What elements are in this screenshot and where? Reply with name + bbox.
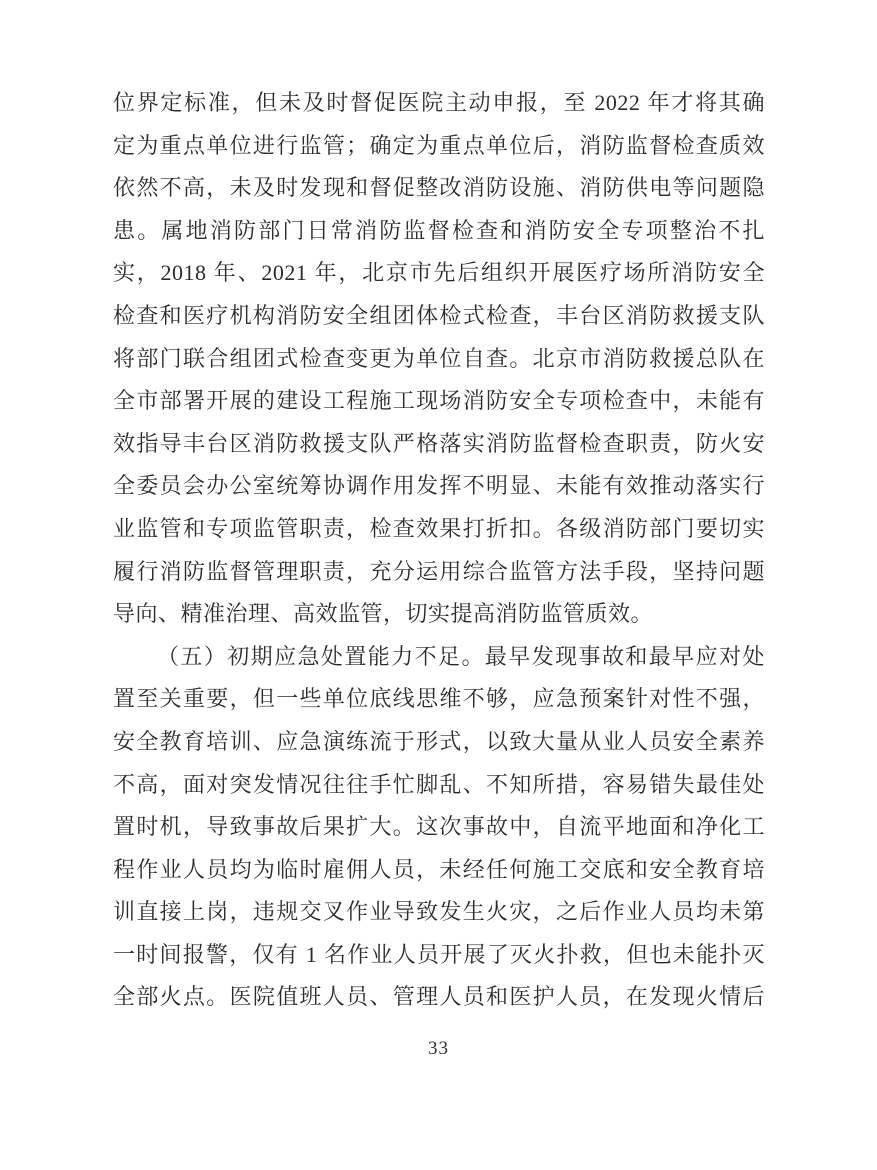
text-line: 安全教育培训、应急演练流于形式，以致大量从业人员安全素养 (113, 728, 765, 754)
text-line: 实，2018 年、2021 年，北京市先后组织开展医疗场所消防安全 (113, 260, 765, 286)
text-line: 履行消防监督管理职责，充分运用综合监管方法手段，坚持问题 (113, 558, 765, 584)
text-line: 全委员会办公室统筹协调作用发挥不明显、未能有效推动落实行 (113, 473, 765, 499)
text-line: 程作业人员均为临时雇佣人员，未经任何施工交底和安全教育培 (113, 856, 765, 882)
text-line: 全部火点。医院值班人员、管理人员和医护人员，在发现火情后 (113, 984, 765, 1010)
text-line: 位界定标准，但未及时督促医院主动申报，至 2022 年才将其确 (113, 90, 765, 115)
text-line: 检查和医疗机构消防安全组团体检式检查，丰台区消防救援支队 (113, 302, 765, 328)
text-line: 全市部署开展的建设工程施工现场消防安全专项检查中，未能有 (113, 388, 765, 414)
text-line: 定为重点单位进行监管；确定为重点单位后，消防监督检查质效 (113, 132, 765, 158)
text-line: 将部门联合组团式检查变更为单位自查。北京市消防救援总队在 (113, 345, 765, 371)
page-number: 33 (428, 1038, 449, 1059)
text-line: 置至关重要，但一些单位底线思维不够，应急预案针对性不强， (113, 686, 765, 712)
text-line: 导向、精准治理、高效监管，切实提高消防监管质效。 (113, 601, 654, 627)
text-line: 训直接上岗，违规交叉作业导致发生火灾，之后作业人员均未第 (113, 899, 765, 925)
text-line: 一时间报警，仅有 1 名作业人员开展了灭火扑救，但也未能扑灭 (113, 941, 765, 967)
text-line: 不高，面对突发情况往往手忙脚乱、不知所措，容易错失最佳处 (113, 771, 765, 797)
text-line-section-heading (113, 636, 765, 679)
section-first-line-text: 最早发现事故和最早应对处 (484, 643, 765, 669)
text-line: 患。属地消防部门日常消防监督检查和消防安全专项整治不扎 (113, 217, 765, 243)
text-line: 效指导丰台区消防救援支队严格落实消防监督检查职责，防火安 (113, 430, 765, 456)
document-text-block (113, 82, 765, 1019)
section-heading-run: （五）初期应急处置能力不足。 (157, 643, 485, 669)
text-line: 业监管和专项监管职责，检查效果打折扣。各级消防部门要切实 (113, 515, 765, 541)
text-line: 依然不高，未及时发现和督促整改消防设施、消防供电等问题隐 (113, 175, 765, 201)
text-line: 置时机，导致事故后果扩大。这次事故中，自流平地面和净化工 (113, 814, 765, 840)
